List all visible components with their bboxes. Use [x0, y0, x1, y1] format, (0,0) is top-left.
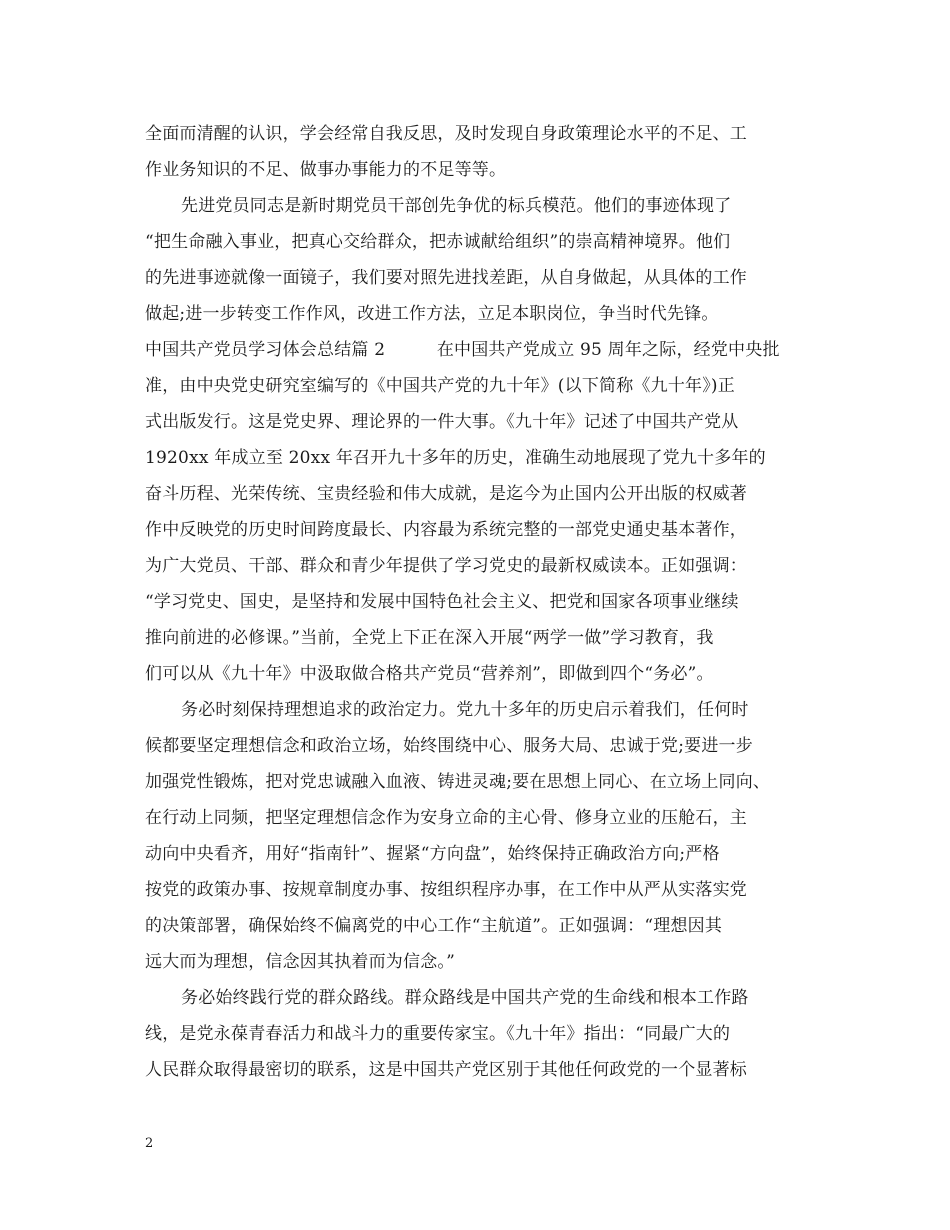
text-line: 中国共产党员学习体会总结篇 2 在中国共产党成立 95 周年之际，经党中央批 [145, 340, 780, 360]
text-line: 动向中央看齐，用好“指南针”、握紧“方向盘”，始终保持正确政治方向;严格 [145, 844, 720, 864]
text-line: 1920xx 年成立至 20xx 年召开九十多年的历史，准确生动地展现了党九十多年的 [145, 448, 766, 468]
text-line: 候都要坚定理想信念和政治立场，始终围绕中心、服务大局、忠诚于党;要进一步 [145, 736, 753, 756]
text-line: 加强党性锻炼，把对党忠诚融入血液、铸进灵魂;要在思想上同心、在立场上同向、 [145, 772, 771, 792]
page-number: 2 [145, 1136, 154, 1151]
text-line: 人民群众取得最密切的联系，这是中国共产党区别于其他任何政党的一个显著标 [145, 1060, 747, 1080]
text-line: 的先进事迹就像一面镜子，我们要对照先进找差距，从自身做起，从具体的工作 [145, 268, 747, 288]
body-text [145, 116, 825, 1088]
text-line: 式出版发行。这是党史界、理论界的一件大事。《九十年》记述了中国共产党从 [145, 412, 739, 432]
text-line: 务必时刻保持理想追求的政治定力。党九十多年的历史启示着我们，任何时 [181, 700, 749, 720]
text-line: 奋斗历程、光荣传统、宝贵经验和伟大成就，是迄今为止国内公开出版的权威著 [145, 484, 747, 504]
text-line: 为广大党员、干部、群众和青少年提供了学习党史的最新权威读本。正如强调： [145, 556, 747, 576]
text-line: 全面而清醒的认识，学会经常自我反思，及时发现自身政策理论水平的不足、工 [145, 124, 747, 144]
text-line: 准，由中央党史研究室编写的《中国共产党的九十年》(以下简称《九十年》)正 [145, 376, 735, 396]
text-line: 远大而为理想，信念因其执着而为信念。” [145, 952, 455, 972]
text-line: 们可以从《九十年》中汲取做合格共产党员“营养剂”，即做到四个“务必”。 [145, 664, 714, 684]
text-line: 作业务知识的不足、做事办事能力的不足等等。 [145, 160, 507, 180]
text-line: 按党的政策办事、按规章制度办事、按组织程序办事，在工作中从严从实落实党 [145, 880, 747, 900]
text-line: 做起;进一步转变工作作风，改进工作方法，立足本职岗位，争当时代先锋。 [145, 304, 719, 324]
text-line: 先进党员同志是新时期党员干部创先争优的标兵模范。他们的事迹体现了 [181, 196, 732, 216]
text-line: 在行动上同频，把坚定理想信念作为安身立命的主心骨、修身立业的压舱石，主 [145, 808, 747, 828]
text-line: “学习党史、国史，是坚持和发展中国特色社会主义、把党和国家各项事业继续 [145, 592, 739, 612]
text-line: 作中反映党的历史时间跨度最长、内容最为系统完整的一部党史通史基本著作， [145, 520, 747, 540]
text-line: 线，是党永葆青春活力和战斗力的重要传家宝。《九十年》指出：“同最广大的 [145, 1024, 731, 1044]
text-line: 务必始终践行党的群众路线。群众路线是中国共产党的生命线和根本工作路 [181, 988, 749, 1008]
text-line: 推向前进的必修课。”当前，全党上下正在深入开展“两学一做”学习教育，我 [145, 628, 714, 648]
text-line: “把生命融入事业，把真心交给群众，把赤诚献给组织”的崇高精神境界。他们 [145, 232, 731, 252]
text-line: 的决策部署，确保始终不偏离党的中心工作“主航道”。正如强调：“理想因其 [145, 916, 723, 936]
